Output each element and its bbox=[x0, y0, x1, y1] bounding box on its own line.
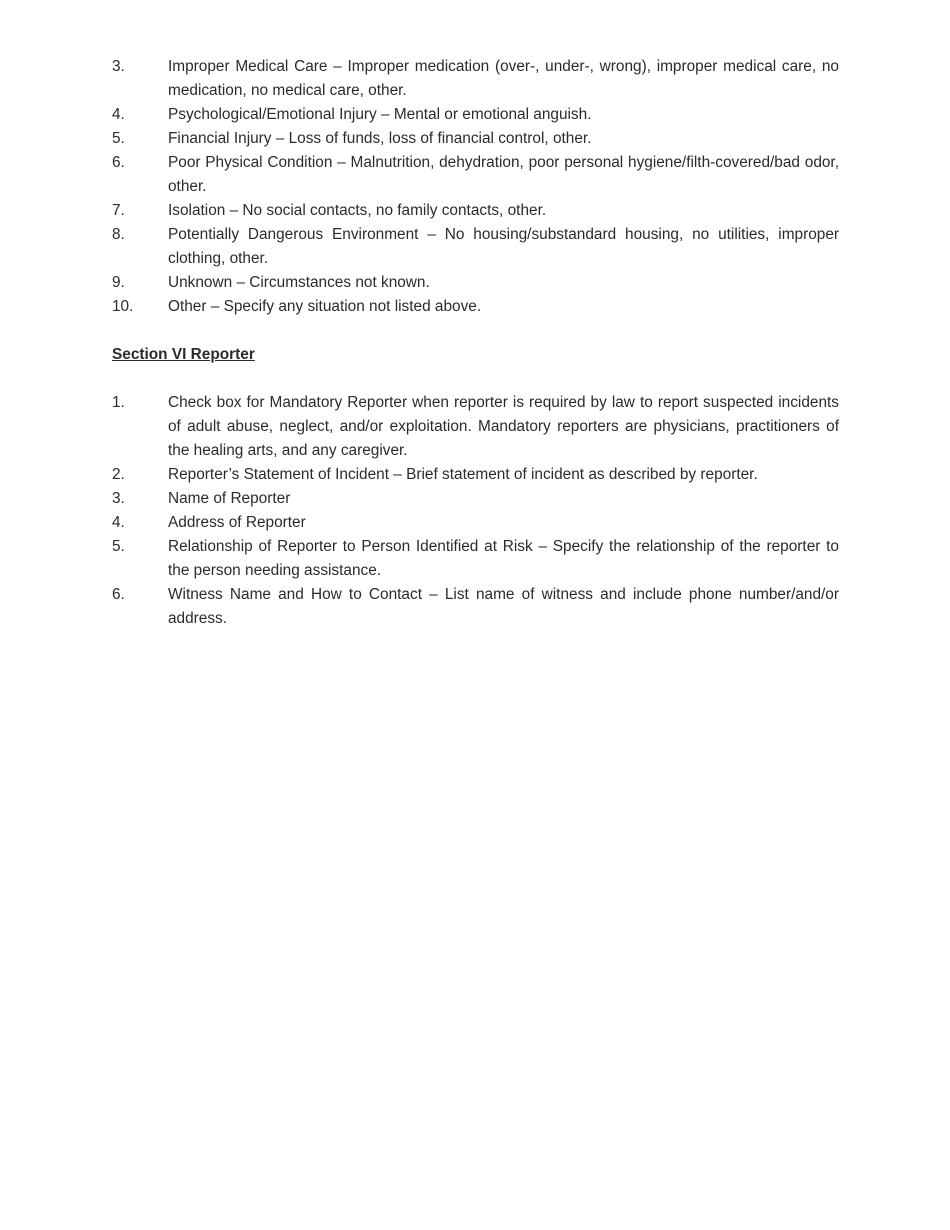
list-item-number: 5. bbox=[112, 538, 125, 555]
list-item bbox=[112, 535, 839, 583]
document-page bbox=[112, 55, 839, 631]
list-item bbox=[112, 391, 839, 463]
list-item-number: 7. bbox=[112, 202, 125, 219]
list-item-number: 3. bbox=[112, 58, 125, 75]
list-item-text: Reporter’s Statement of Incident – Brief statement of incident as described by reporter. bbox=[168, 466, 758, 483]
list-item-text: Improper Medical Care – Improper medication (over-, under-, wrong), improper medical care, no medication, no medical care, other. bbox=[168, 58, 839, 99]
list-item-number: 1. bbox=[112, 394, 125, 411]
list-item-text: Financial Injury – Loss of funds, loss of financial control, other. bbox=[168, 130, 592, 147]
list-item-number: 4. bbox=[112, 514, 125, 531]
list-item-text: Poor Physical Condition – Malnutrition, dehydration, poor personal hygiene/filth-covered/bad odor, other. bbox=[168, 154, 839, 195]
list-item-number: 8. bbox=[112, 226, 125, 243]
list-item-number: 6. bbox=[112, 154, 125, 171]
list-item bbox=[112, 151, 839, 199]
section-vi-list bbox=[112, 391, 839, 631]
list-item-number: 5. bbox=[112, 130, 125, 147]
list-item-text: Name of Reporter bbox=[168, 490, 291, 507]
list-item-text: Isolation – No social contacts, no family contacts, other. bbox=[168, 202, 547, 219]
list-item bbox=[112, 511, 839, 535]
list-item bbox=[112, 487, 839, 511]
list-item-number: 4. bbox=[112, 106, 125, 123]
list-item-number: 9. bbox=[112, 274, 125, 291]
list-item-text: Address of Reporter bbox=[168, 514, 306, 531]
list-item-text: Psychological/Emotional Injury – Mental or emotional anguish. bbox=[168, 106, 592, 123]
list-item-number: 6. bbox=[112, 586, 125, 603]
list-item bbox=[112, 55, 839, 103]
list-item-number: 2. bbox=[112, 466, 125, 483]
list-item-text: Other – Specify any situation not listed above. bbox=[168, 298, 482, 315]
list-item bbox=[112, 583, 839, 631]
list-item bbox=[112, 271, 839, 295]
list-item bbox=[112, 223, 839, 271]
list-item-text: Witness Name and How to Contact – List name of witness and include phone number/and/or address. bbox=[168, 586, 839, 627]
list-item bbox=[112, 295, 839, 319]
list-item-number: 10. bbox=[112, 298, 134, 315]
list-item bbox=[112, 127, 839, 151]
section-heading: Section VI Reporter bbox=[112, 346, 255, 363]
list-item bbox=[112, 103, 839, 127]
continued-list bbox=[112, 55, 839, 319]
list-item-text: Relationship of Reporter to Person Identified at Risk – Specify the relationship of the reporter to the person needing assistance. bbox=[168, 538, 839, 579]
list-item-text: Potentially Dangerous Environment – No housing/substandard housing, no utilities, improper clothing, other. bbox=[168, 226, 839, 267]
list-item-text: Unknown – Circumstances not known. bbox=[168, 274, 430, 291]
list-item-text: Check box for Mandatory Reporter when reporter is required by law to report suspected incidents of adult abuse, neglect, and/or exploitation. Mandatory reporters are physicians, practitioners of the healing arts, and any caregiver. bbox=[168, 394, 839, 459]
list-item bbox=[112, 199, 839, 223]
list-item-number: 3. bbox=[112, 490, 125, 507]
list-item bbox=[112, 463, 839, 487]
